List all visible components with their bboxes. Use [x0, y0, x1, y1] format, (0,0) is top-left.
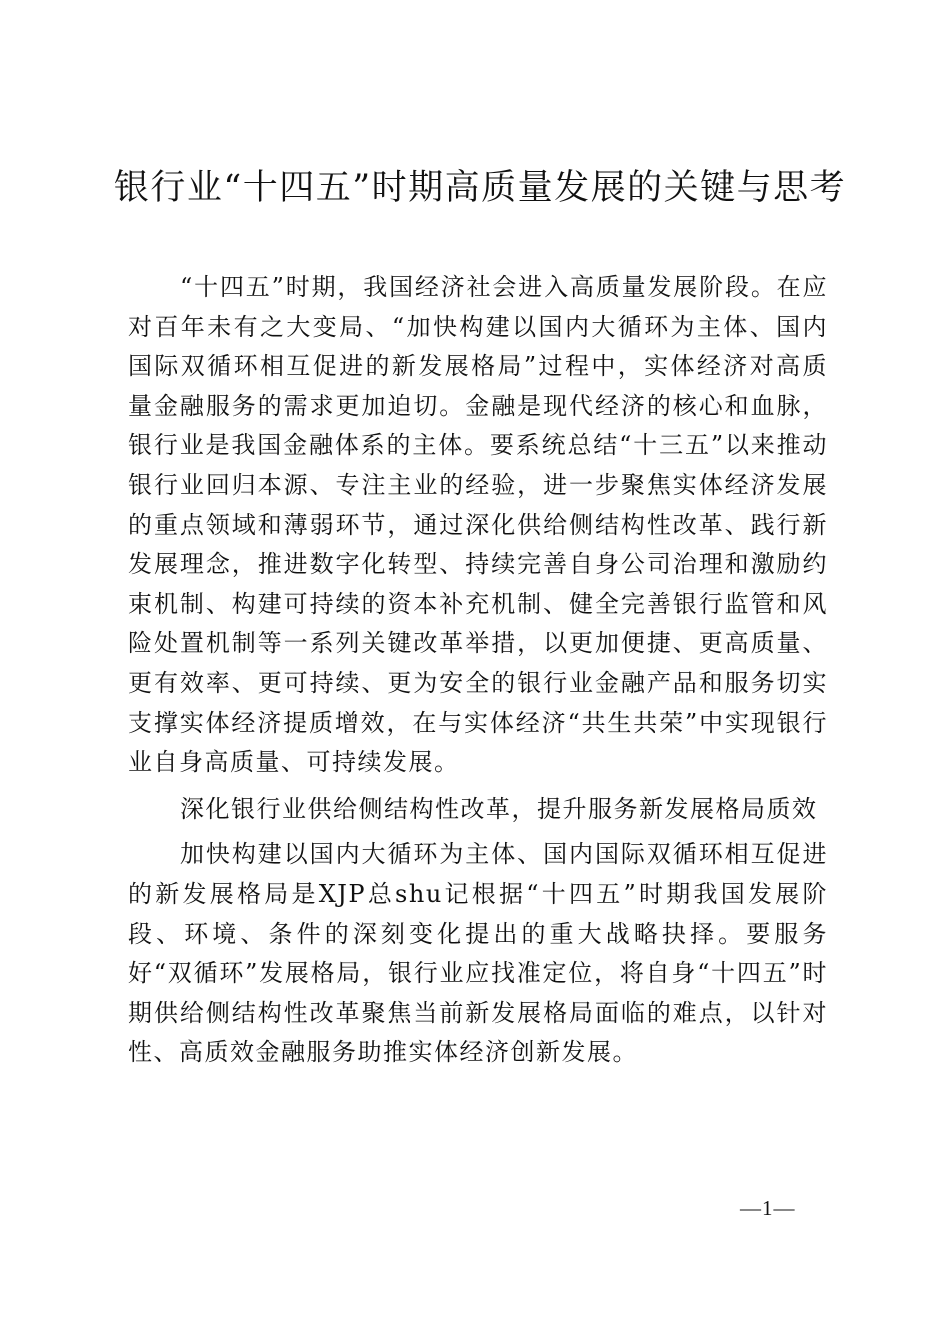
document-title: 银行业“十四五”时期高质量发展的关键与思考 [113, 168, 847, 208]
paragraph-intro: “十四五”时期，我国经济社会进入高质量发展阶段。在应对百年未有之大变局、“加快构建以国内大循环为主体、国内国际双循环相互促进的新发展格局”过程中，实体经济对高质量金融服务的需求更加迫切。金融是现代经济的核心和血脉，银行业是我国金融体系的主体。要系统总结“十三五”以来推动银行业回归本源、专注主业的经验，进一步聚焦实体经济发展的重点领域和薄弱环节，通过深化供给侧结构性改革、践行新发展理念，推进数字化转型、持续完善自身公司治理和激励约束机制、构建可持续的资本补充机制、健全完善银行监管和风险处置机制等一系列关键改革举措，以更加便捷、更高质量、更有效率、更可持续、更为安全的银行业金融产品和服务切实支撑实体经济提质增效，在与实体经济“共生共荣”中实现银行业自身高质量、可持续发展。 [128, 273, 828, 777]
document-body [128, 268, 828, 1073]
paragraph-section-body: 加快构建以国内大循环为主体、国内国际双循环相互促进的新发展格局是XJP总shu记根据“十四五”时期我国发展阶段、环境、条件的深刻变化提出的重大战略抉择。要服务好“双循环”发展格局，银行业应找准定位，将自身“十四五”时期供给侧结构性改革聚焦当前新发展格局面临的难点，以针对性、高质效金融服务助推实体经济创新发展。 [128, 840, 828, 1067]
page-number: —1— [740, 1196, 796, 1220]
section-heading: 深化银行业供给侧结构性改革，提升服务新发展格局质效 [180, 794, 818, 823]
